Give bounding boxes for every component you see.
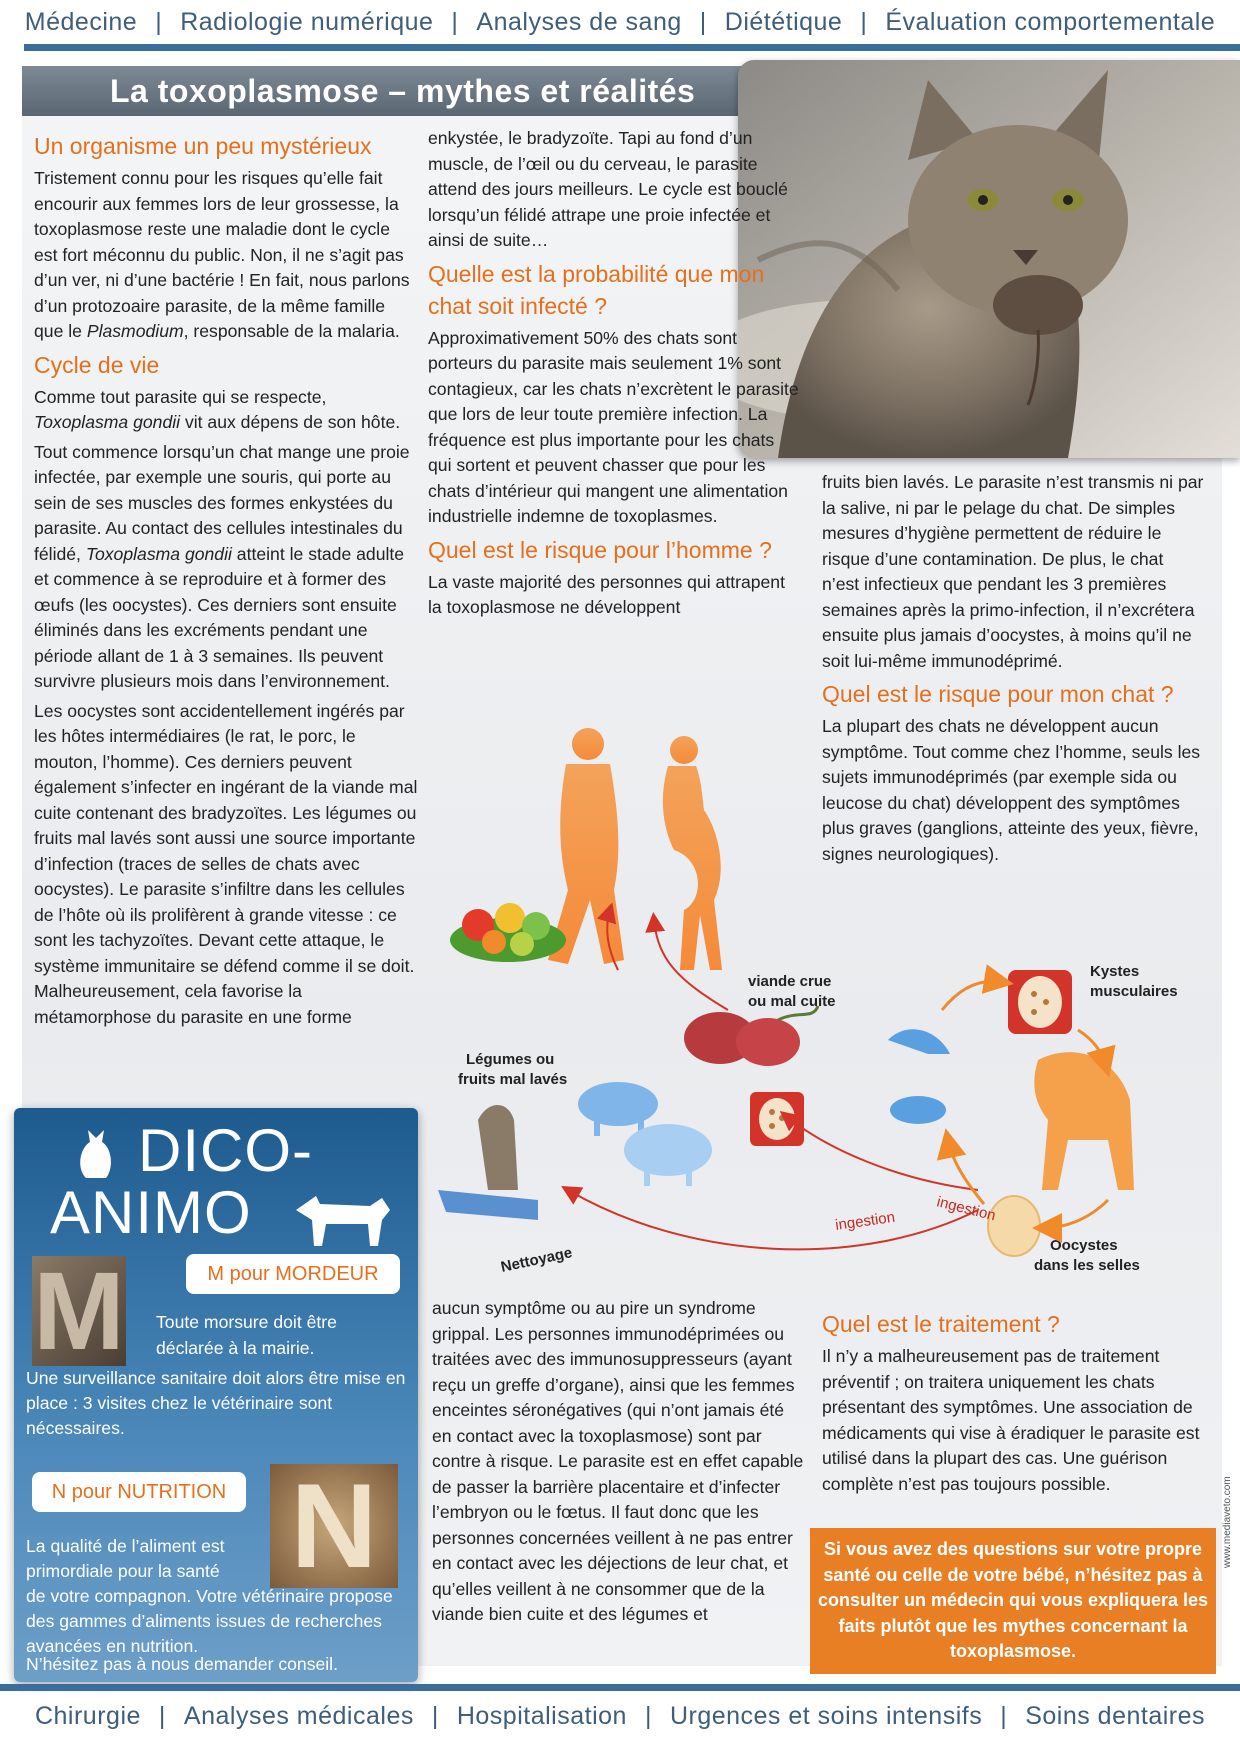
letter-n-image: N: [270, 1464, 398, 1588]
para-traitement: Il n’y a malheureusement pas de traitement préventif ; on traitera uniquement les chats présentant des symptômes. Une association de médicaments qui vise à éradiquer le parasite est utilisé dans la plupart des cas. Une guérison complète n’est pas toujours possible.: [822, 1346, 1200, 1494]
label-cysts-1: Kystes: [1090, 963, 1140, 980]
m-text-3: Une surveillance sanitaire doit alors être mise en place : 3 visites chez le vétérinaire sont nécessaires.: [26, 1368, 406, 1438]
para-organisme: [34, 166, 418, 345]
bottom-nav: [0, 1694, 1240, 1738]
cta-box: Si vous avez des questions sur votre propre santé ou celle de votre bébé, n’hésitez pas à consulter un médecin qui vous expliquera les faits plutôt que les mythes concernant la toxoplasmose.: [810, 1528, 1216, 1674]
bird-icon: [888, 1029, 950, 1054]
n-text-1: La qualité de l’aliment est: [26, 1536, 225, 1556]
text: vit aux dépens de son hôte.: [180, 412, 401, 432]
nav-separator: |: [451, 7, 459, 36]
label-litter-1: Nettoyage: [499, 1244, 574, 1276]
dico-title-2: ANIMO: [50, 1179, 252, 1246]
arrow-ingestion-human: [568, 1190, 978, 1249]
cat-with-mouse-photo: [738, 60, 1240, 458]
nav-separator: |: [644, 1701, 652, 1730]
n-label: N pour NUTRITION: [32, 1472, 246, 1512]
bottom-divider: [0, 1684, 1240, 1691]
m-text-2: déclarée à la mairie.: [156, 1338, 315, 1358]
label-meat-2: ou mal cuite: [748, 993, 836, 1010]
n-text-3: de votre compagnon. Votre vétérinaire propose des gammes d’aliments issues de recherches avancées en nutrition.: [26, 1586, 393, 1656]
arrow-orange-1: [942, 981, 1002, 1010]
human-man-icon: [548, 728, 624, 964]
nav-separator: |: [699, 7, 707, 36]
human-pregnant-woman-icon: [663, 736, 722, 970]
nav-item-soins-dentaires: Soins dentaires: [1025, 1701, 1206, 1730]
para-bradyzoite: enkystée, le bradyzoïte. Tapi au fond d’un muscle, de l’œil ou du cerveau, le parasite attend des jours meilleurs. Le cycle est bouclé lorsqu’un félidé attrape une proie infectée et ainsi de suite…: [428, 128, 788, 250]
litter-box-icon: [438, 1105, 538, 1220]
letter-m-image: M: [33, 1249, 125, 1373]
text: Comme tout parasite qui se respecte,: [34, 386, 327, 407]
life-cycle-diagram: [418, 720, 1218, 1280]
text: Tout commence lorsqu’un chat mange une proie infectée, par exemple une souris, qui porte au sein de ses muscles des formes enkystées du parasite. Au contact des cellules intestinales du félidé,: [34, 441, 410, 564]
label-ingestion-2: ingestion: [935, 1193, 998, 1225]
text-italic: Plasmodium: [86, 321, 184, 341]
arrow-orange-3: [1044, 1200, 1108, 1228]
para-cycle-3: Les oocystes sont accidentellement ingérés par les hôtes intermédiaires (le rat, le porc, le mouton, l’homme). Ces derniers peuvent également s’infecter en ingérant de la viande mal cuite contenant des bradyzoïtes. Les légumes ou fruits mal lavés sont aussi une source importante d’infection (traces de selles de chats avec oocystes). Le parasite s’infiltre dans les cellules de l’hôte où ils prolifèrent à grande vitesse : ce sont les tachyzoïtes. Devant cette attaque, le système immunitaire se défend comme il se doit. Malheureusement, cela favorise la métamorphose du parasite en une forme: [34, 700, 418, 1027]
para-cycle-2: [34, 440, 418, 695]
nav-item-analyses-medicales: Analyses médicales: [183, 1701, 414, 1730]
top-nav: [0, 0, 1240, 44]
column-3-lower: [822, 1304, 1204, 1501]
column-2-lower: [432, 1296, 804, 1632]
para-probabilite: Approximativement 50% des chats sont porteurs du parasite mais seulement 1% sont contagieux, car les chats n’excrètent le parasite que lors de leur toute première infection. La fréquence est plus importante pour les chats qui sortent et peuvent chasser que pour les chats d’intérieur qui mangent une alimentation industrielle indemne de toxoplasmes.: [428, 327, 799, 526]
nav-separator: |: [860, 7, 868, 36]
para-hygiene: fruits bien lavés. Le parasite n’est transmis ni par la salive, ni par le pelage du chat. De simples mesures d’hygiène permettent de réduire le risque d’une contamination. De plus, le chat n’est infectieux que pendant les 3 premières semaines après la primo-infection, il n’excrétera ensuite plus jamais d’oocystes, à moins qu’il ne soit lui-même immunodéprimé.: [822, 472, 1204, 671]
muscle-cyst-box-icon: [1008, 970, 1072, 1034]
label-veg-2: fruits mal lavés: [458, 1071, 568, 1088]
n-text-2: primordiale pour la santé: [26, 1561, 220, 1581]
dico-title-1: DICO-: [138, 1117, 313, 1184]
credit-text: www.mediaveto.com: [1222, 1476, 1233, 1568]
para-risque-homme-cont: aucun symptôme ou au pire un syndrome grippal. Les personnes immunodéprimées ou traitées avec des immunosuppresseurs (ayant reçu un greffe d’organe), ainsi que les femmes enceintes séronégatives (qui n’ont jamais été en contact avec la toxoplasmose) sont par contre à risque. Le parasite est en effet capable de passer la barrière placentaire et d’infecter l’embryon ou le fœtus. Il faut donc que les personnes concernées veillent à ne pas entrer en contact avec les déjections de leur chat, et qu’elles veillent à ne consommer que de la viande bien cuite et des légumes et: [432, 1298, 804, 1624]
cat-sitting-icon: [66, 1128, 126, 1184]
nav-item-analyses-sang: Analyses de sang: [476, 7, 682, 36]
text-italic: Toxoplasma gondii: [34, 412, 181, 432]
arrow-orange-4: [948, 1140, 984, 1204]
label-cysts-2: musculaires: [1090, 983, 1178, 1000]
top-divider: [24, 44, 1240, 51]
column-1: [34, 126, 418, 1034]
cat-silhouette-icon: [1034, 1052, 1134, 1190]
heading-probabilite: Quelle est la probabilité que mon chat soit infecté ?: [428, 260, 765, 319]
vegetables-fruits-icon: [450, 903, 566, 962]
dico-animo-box: [14, 1108, 418, 1682]
nav-separator: |: [158, 1701, 166, 1730]
nav-separator: |: [155, 7, 163, 36]
label-oocysts-2: dans les selles: [1034, 1257, 1140, 1274]
arrow-ingestion-animals: [786, 1116, 978, 1190]
para-cycle-1: [34, 385, 418, 436]
article-title: La toxoplasmose – mythes et réalités: [22, 66, 742, 116]
heading-risque-homme: Quel est le risque pour l’homme ?: [428, 536, 772, 563]
label-veg-1: Légumes ou: [466, 1051, 555, 1068]
heading-organisme: Un organisme un peu mystérieux: [34, 133, 372, 159]
sheep-icon: [624, 1124, 712, 1186]
heading-risque-chat: Quel est le risque pour mon chat ?: [822, 681, 1174, 707]
raw-meat-icon: [684, 1006, 818, 1066]
m-text-1: Toute morsure doit être: [156, 1312, 337, 1332]
dog-icon: [286, 1180, 396, 1250]
nav-item-radiologie: Radiologie numérique: [180, 7, 434, 36]
m-label: M pour MORDEUR: [186, 1254, 400, 1294]
text: atteint le stade adulte et commence à se reproduire et à former des œufs (les oocystes). Ces derniers sont ensuite éliminés dans les excréments pendant une période allant de 1 à 3 semaines. Ils peuvent survivre plusieurs mois dans l’environnement.: [34, 543, 405, 691]
nav-item-hospitalisation: Hospitalisation: [456, 1701, 627, 1730]
heading-traitement: Quel est le traitement ?: [822, 1311, 1060, 1337]
label-ingestion-1: ingestion: [834, 1208, 897, 1234]
nav-item-urgences: Urgences et soins intensifs: [669, 1701, 983, 1730]
text: , responsable de la malaria.: [183, 321, 400, 341]
text-italic: Toxoplasma gondii: [85, 543, 232, 564]
nav-item-chirurgie: Chirurgie: [34, 1701, 141, 1730]
oocyst-icon: [988, 1196, 1040, 1256]
para-risque-homme: La vaste majorité des personnes qui attrapent la toxoplasmose ne développent: [428, 571, 785, 617]
para-risque-chat: La plupart des chats ne développent aucun symptôme. Tout comme chez l’homme, seuls les sujets immunodéprimés (par exemple sida ou leucose du chat) développent des symptômes plus graves (ganglions, atteinte des yeux, fièvre, signes neurologiques).: [822, 716, 1201, 864]
nav-separator: |: [1000, 1701, 1008, 1730]
column-2-upper: [428, 126, 800, 625]
n-text-4: N’hésitez pas à nous demander conseil.: [26, 1654, 338, 1674]
nav-separator: |: [431, 1701, 439, 1730]
label-meat-1: viande crue: [748, 973, 832, 990]
cat-photo-illustration: [738, 60, 1240, 458]
heading-cycle: Cycle de vie: [34, 351, 160, 378]
rat-icon: [890, 1096, 946, 1124]
nav-item-medecine: Médecine: [24, 7, 138, 36]
label-oocysts-1: Oocystes: [1050, 1237, 1118, 1254]
text: Tristement connu pour les risques qu’elle fait encourir aux femmes lors de leur grossesse, la toxoplasmose reste une maladie dont le cycle est fort méconnu du public. Non, il ne s’agit pas d’un ver, ni d’une bactérie ! En fait, nous parlons d’un protozoaire parasite, de la même famille que le: [34, 168, 410, 341]
cyst-box-icon: [750, 1092, 804, 1146]
nav-item-dietetique: Diététique: [724, 7, 843, 36]
nav-item-comportementale: Évaluation comportementale: [885, 7, 1216, 36]
